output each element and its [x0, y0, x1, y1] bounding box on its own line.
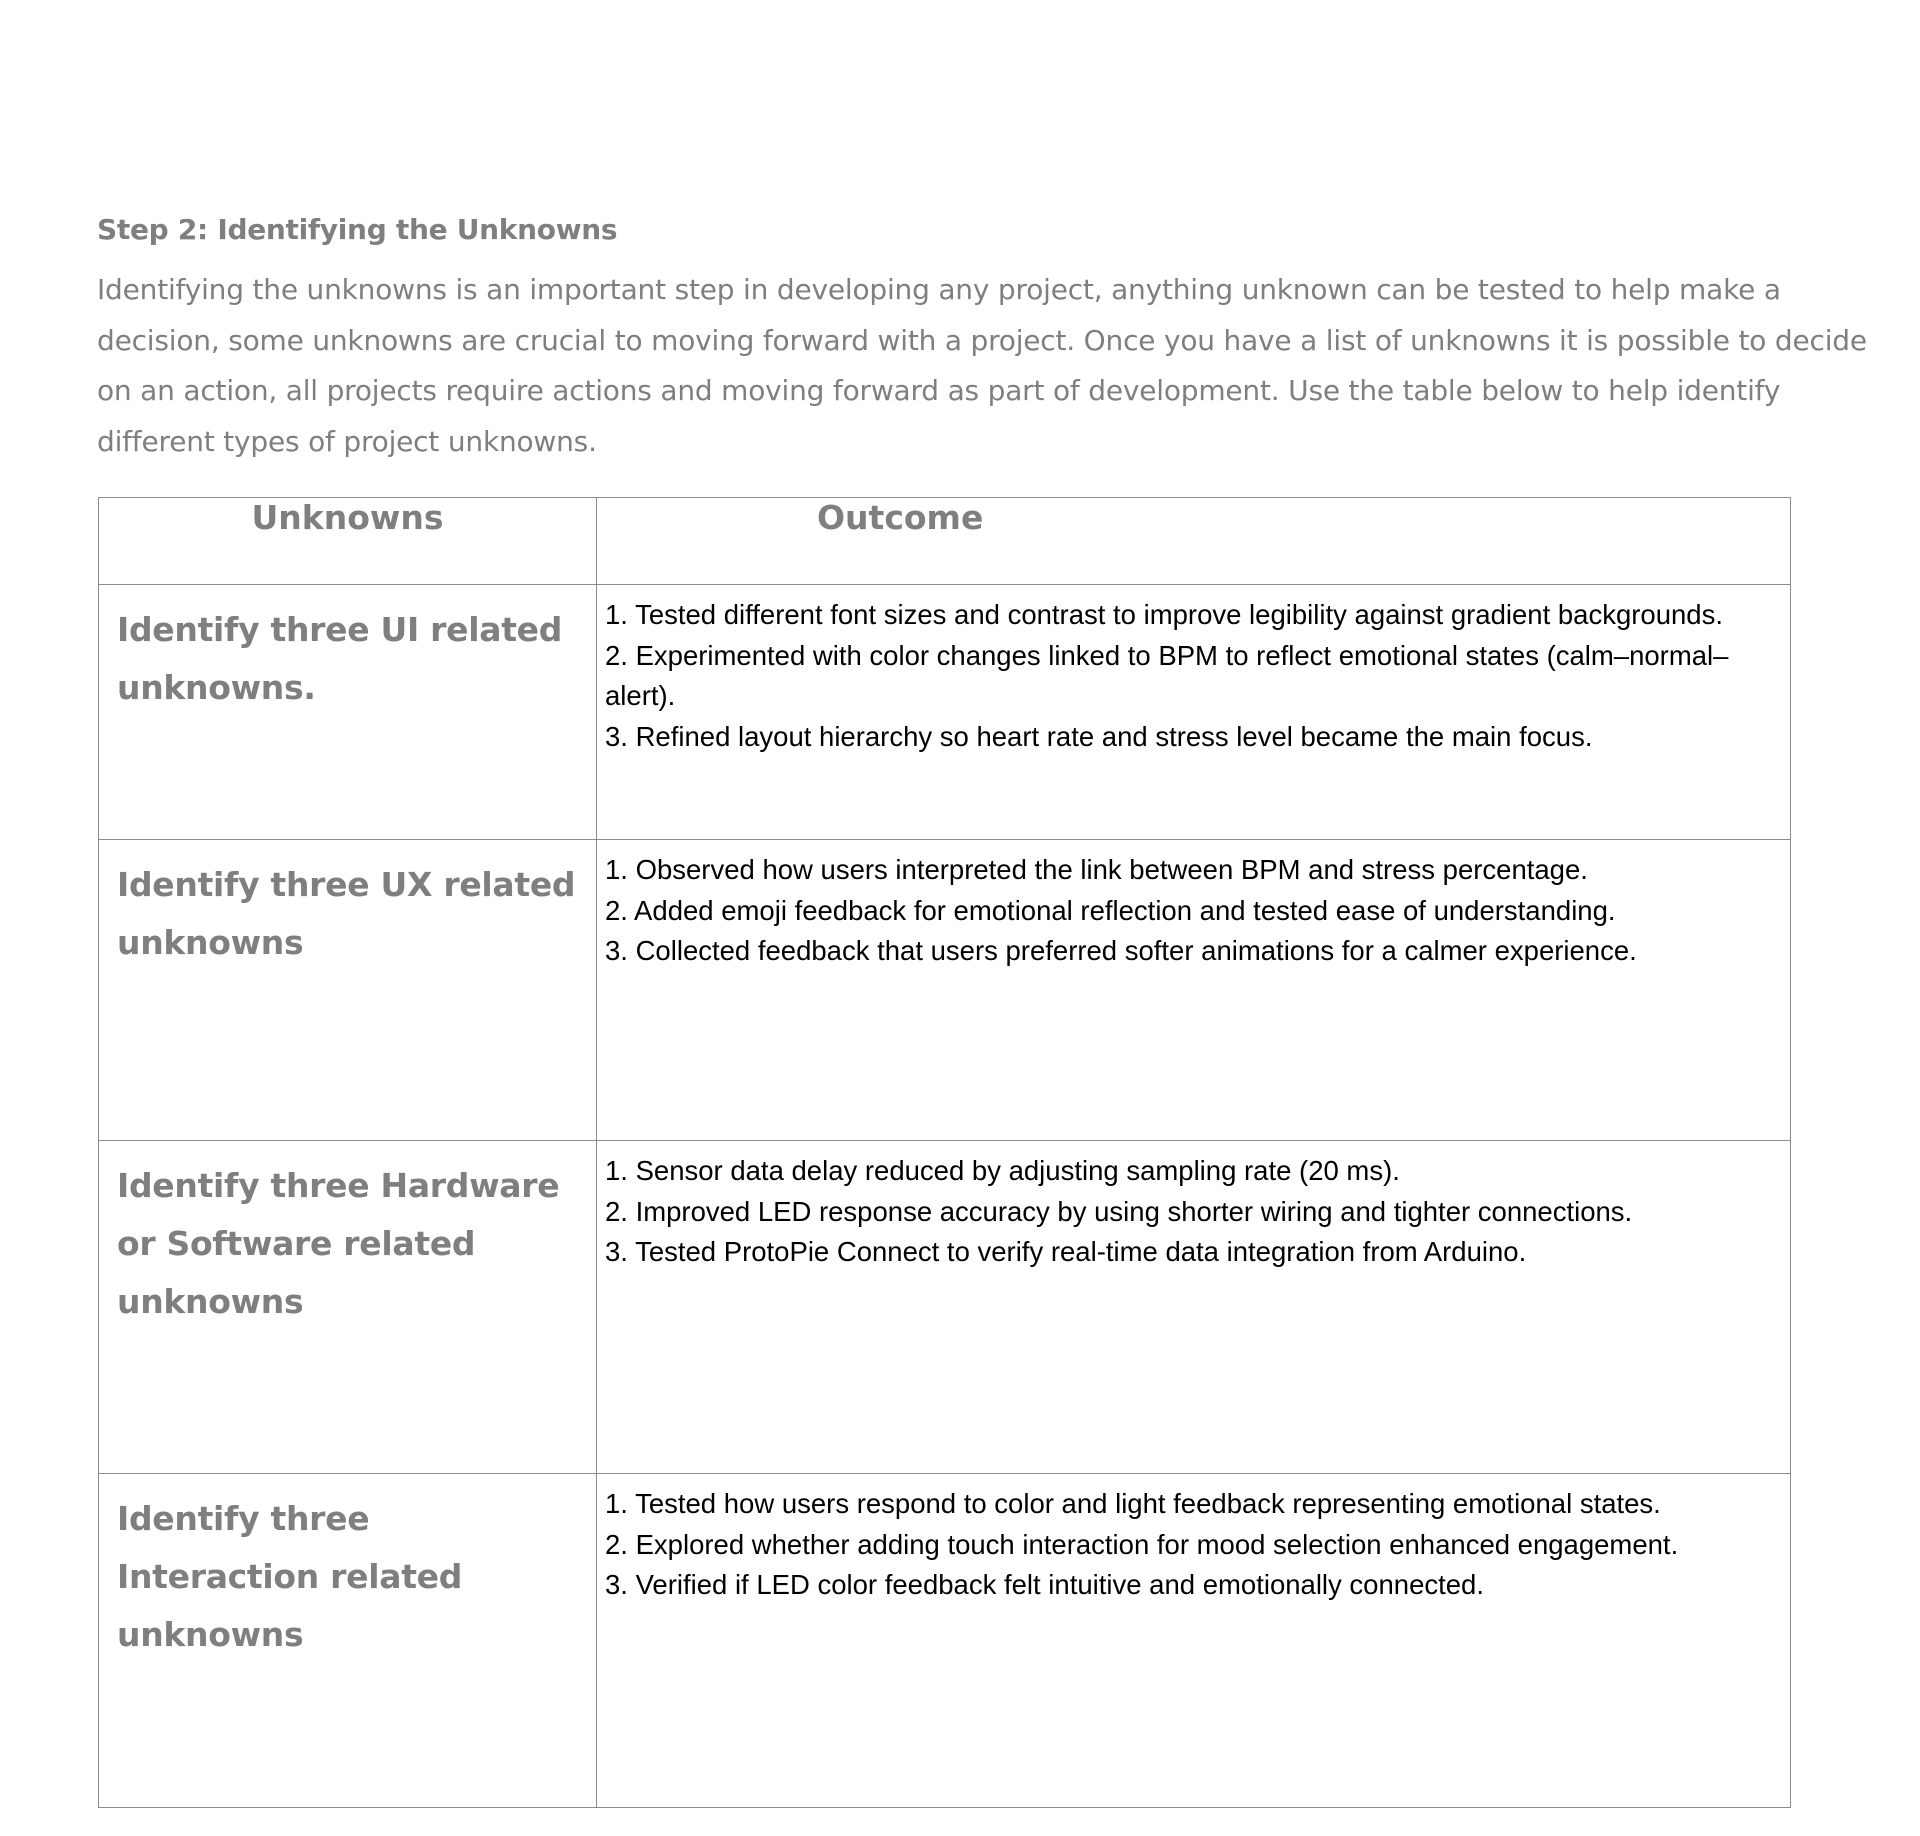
row-label-hardware-software: Identify three Hardware or Software related unknowns — [99, 1141, 597, 1474]
outcome-item: 2. Added emoji feedback for emotional reflection and tested ease of understanding. — [605, 894, 1616, 926]
outcome-item: 2. Explored whether adding touch interaction for mood selection enhanced engagement. — [605, 1528, 1679, 1560]
row-label-ux: Identify three UX related unknowns — [99, 840, 597, 1141]
row-outcome-ux — [597, 840, 1791, 1141]
outcome-item: 3. Verified if LED color feedback felt intuitive and emotionally connected. — [605, 1569, 1484, 1600]
row-outcome-hardware-software — [597, 1141, 1791, 1474]
section-heading: Step 2: Identifying the Unknowns — [97, 213, 618, 246]
table-row-interaction — [99, 1474, 1791, 1808]
header-outcome: Outcome — [597, 498, 1791, 585]
outcome-item: 2. Improved LED response accuracy by using shorter wiring and tighter connections. — [605, 1195, 1633, 1227]
row-label-interaction: Identify three Interaction related unknowns — [99, 1474, 597, 1808]
outcome-item: 3. Tested ProtoPie Connect to verify real-time data integration from Arduino. — [605, 1236, 1527, 1267]
outcome-item: 1. Observed how users interpreted the link between BPM and stress percentage. — [605, 854, 1588, 885]
intro-paragraph: Identifying the unknowns is an important step in developing any project, anything unknown can be tested to help make a decision, some unknowns are crucial to moving forward with a project. Once you have a list of unknowns it is possible to decide on an action, all projects require actions and moving forward as part of development. Use the table below to help identify different types of project unknowns. — [97, 273, 1867, 458]
table-row-hardware-software — [99, 1141, 1791, 1474]
table-header-row — [99, 498, 1791, 585]
row-label-ui: Identify three UI related unknowns. — [99, 585, 597, 840]
outcome-item: 1. Tested different font sizes and contrast to improve legibility against gradient backgrounds. — [605, 599, 1723, 630]
outcome-item: 3. Collected feedback that users preferred softer animations for a calmer experience. — [605, 935, 1637, 966]
table-row-ux — [99, 840, 1791, 1141]
outcome-item: 1. Sensor data delay reduced by adjusting sampling rate (20 ms). — [605, 1155, 1400, 1186]
row-outcome-interaction — [597, 1474, 1791, 1808]
table-row-ui — [99, 585, 1791, 840]
row-outcome-ui — [597, 585, 1791, 840]
outcome-item: 2. Experimented with color changes linked to BPM to reflect emotional states (calm–normal–alert). — [605, 639, 1729, 711]
outcome-item: 1. Tested how users respond to color and light feedback representing emotional states. — [605, 1488, 1661, 1519]
outcome-item: 3. Refined layout hierarchy so heart rate and stress level became the main focus. — [605, 720, 1593, 752]
header-unknowns: Unknowns — [99, 498, 597, 585]
unknowns-table — [98, 497, 1791, 1808]
